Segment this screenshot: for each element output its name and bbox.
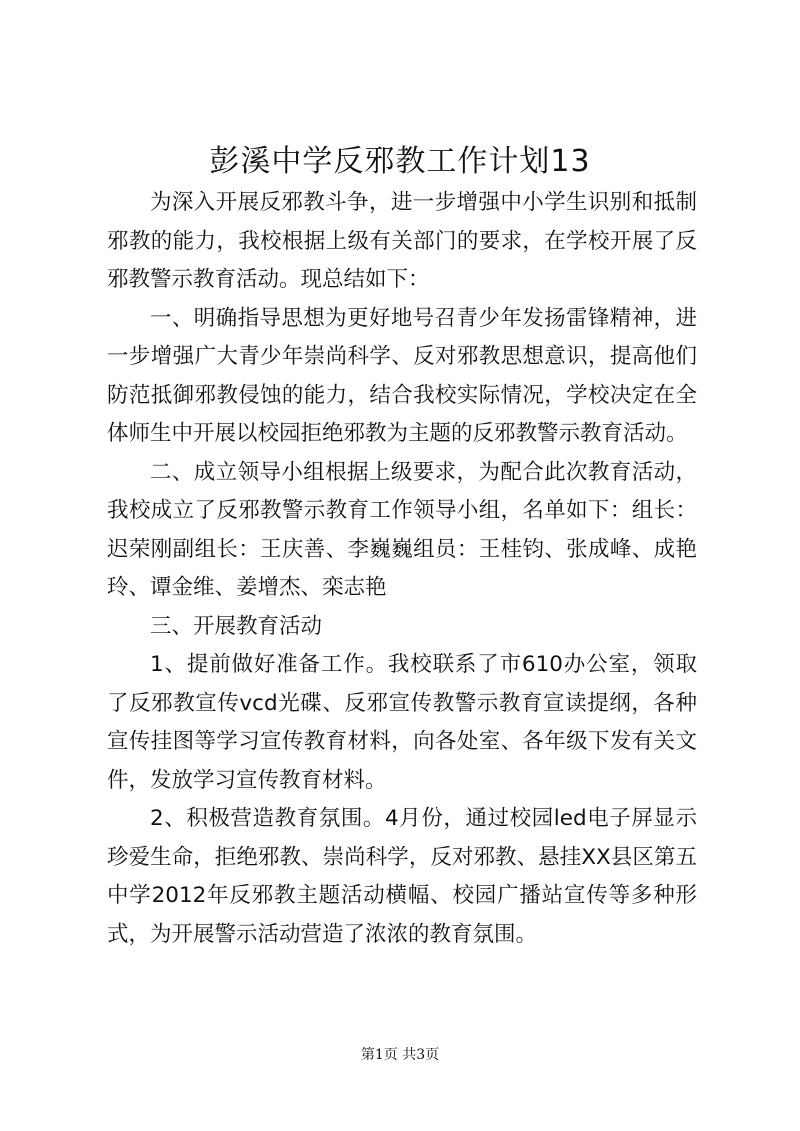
paragraph-preparation: 1、提前做好准备工作。我校联系了市610办公室，领取了反邪教宣传vcd光碟、反邪宣传教警示教育宣读提纲，各种宣传挂图等学习宣传教育材料，向各处室、各年级下发有关文件，发放学习宣传教育材料。: [107, 652, 697, 793]
paragraph-atmosphere: 2、积极营造教育氛围。4月份，通过校园led电子屏显示珍爱生命，拒绝邪教、崇尚科学，反对邪教、悬挂XX县区第五中学2012年反邪教主题活动横幅、校园广播站宣传等多种形式，为开展警示活动营造了浓浓的教育氛围。: [107, 806, 697, 947]
paragraph-intro: 为深入开展反邪教斗争，进一步增强中小学生识别和抵制邪教的能力，我校根据上级有关部门的要求，在学校开展了反邪教警示教育活动。现总结如下：: [107, 190, 697, 292]
paragraph-guiding-thought: 一、明确指导思想为更好地号召青少年发扬雷锋精神，进一步增强广大青少年崇尚科学、反对邪教思想意识，提高他们防范抵御邪教侵蚀的能力，结合我校实际情况，学校决定在全体师生中开展以校园拒绝邪教为主题的反邪教警示教育活动。: [107, 305, 697, 446]
paragraph-leadership-group: 二、成立领导小组根据上级要求，为配合此次教育活动，我校成立了反邪教警示教育工作领导小组，名单如下：组长：迟荣刚副组长：王庆善、李巍巍组员：王桂钧、张成峰、成艳玲、谭金维、姜增杰、栾志艳: [107, 459, 697, 600]
document-body: [107, 184, 697, 954]
document-title: 彭溪中学反邪教工作计划13: [209, 144, 591, 179]
paragraph-section-activities: 三、开展教育活动: [150, 613, 323, 639]
page-number-footer: 第1页 共3页: [360, 1047, 440, 1063]
